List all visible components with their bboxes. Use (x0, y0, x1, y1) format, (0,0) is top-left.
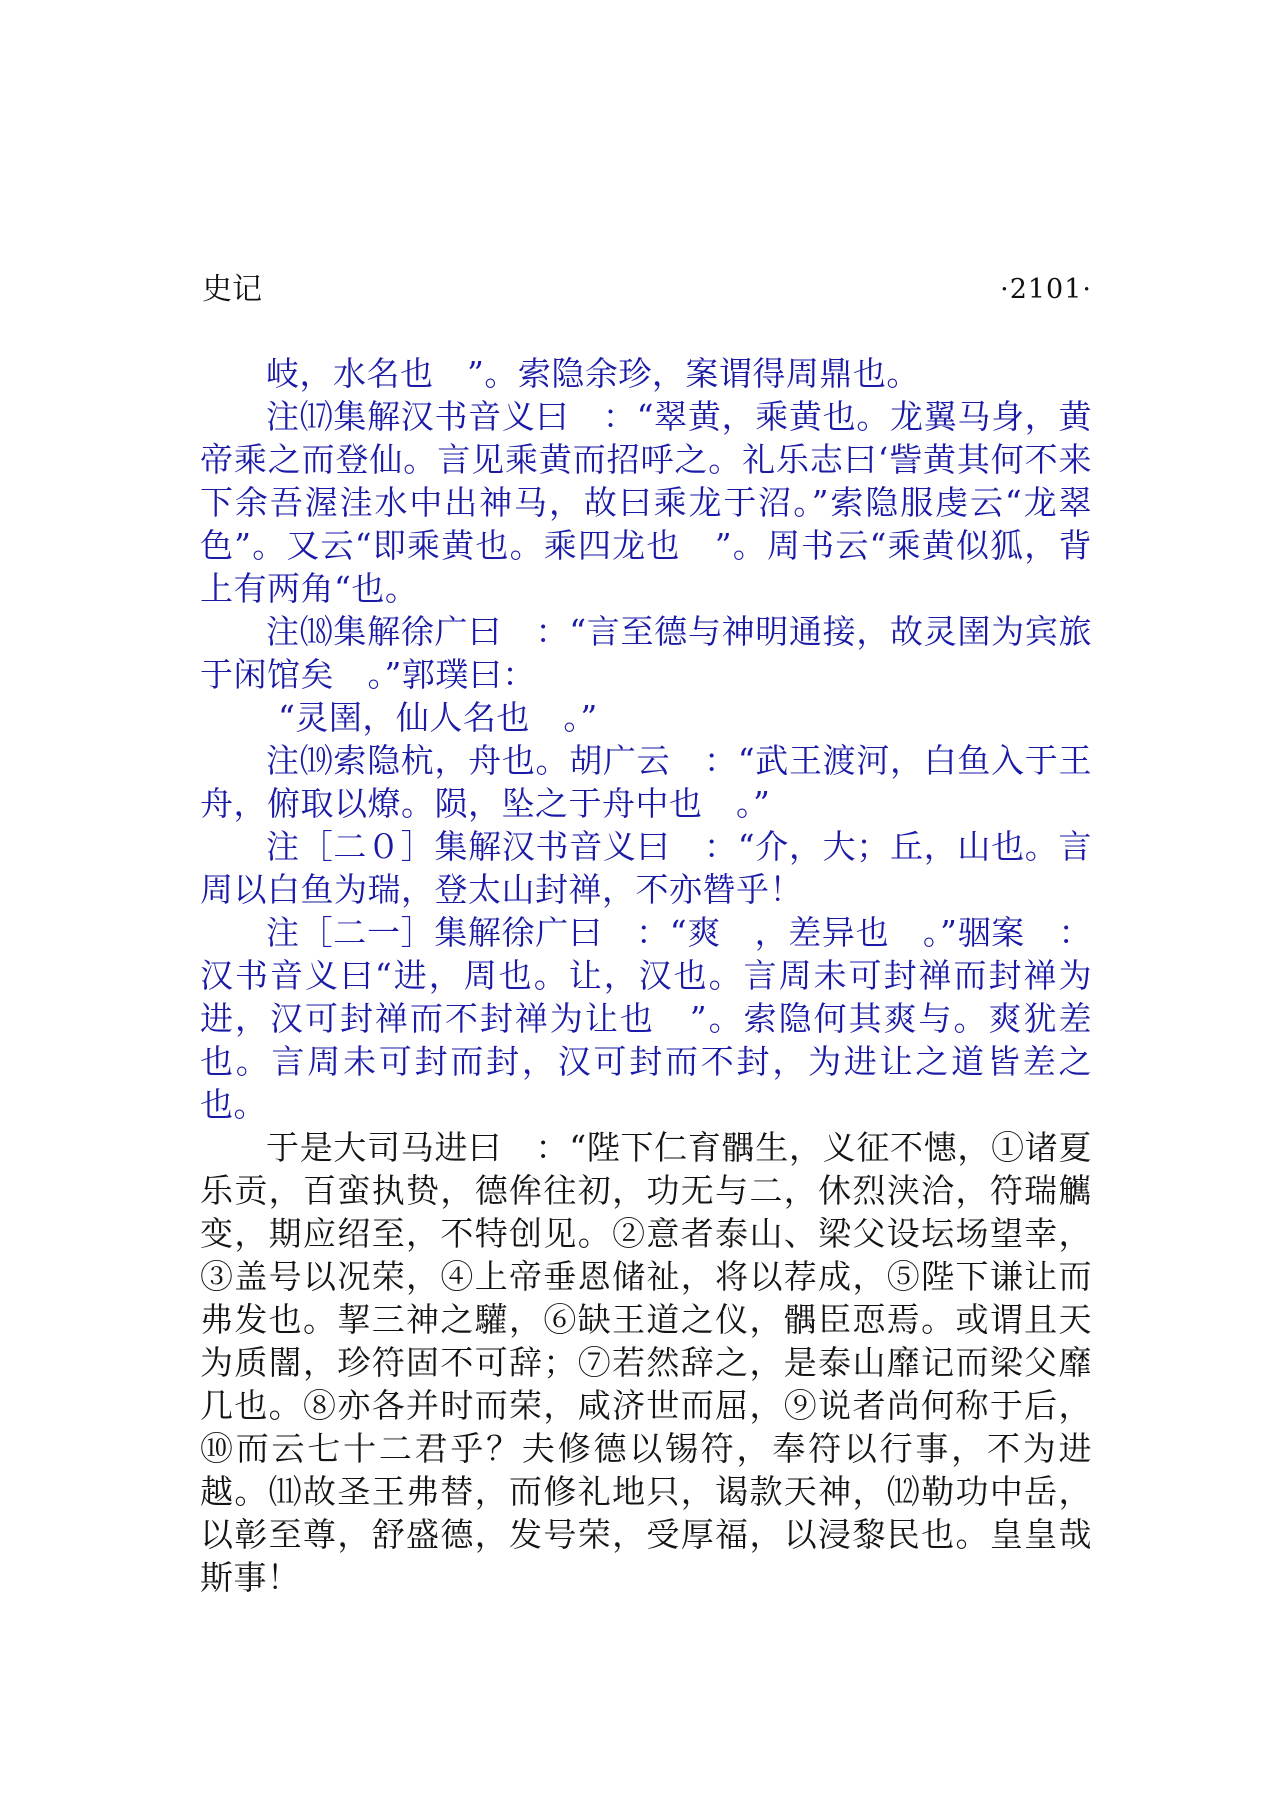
annotation-paragraph: 注⒄集解汉书音义曰 ：“翠黄，乘黄也。龙翼马身，黄帝乘之而登仙。言见乘黄而招呼之。礼乐志曰‘訾黄其何不来下余吾渥洼水中出神马，故曰乘龙于沼。”索隐服虔云“龙翠色”。又云“即乘黄也。乘四龙也 ”。周书云“乘黄似狐，背上有两角“也。 (200, 397, 1092, 608)
book-title: 史记 (202, 272, 262, 307)
annotation-paragraph: 岐，水名也 ”。索隐余珍，案谓得周鼎也。 (266, 354, 920, 393)
annotation-quote: “灵圉，仙人名也 。” (278, 698, 598, 737)
page-number: ·2101· (1000, 274, 1092, 305)
annotation-paragraph: 注［二一］集解徐广曰 ：“爽 ，差异也 。”骃案 ：汉书音义曰“进，周也。让，汉也。言周未可封禅而封禅为进，汉可封禅而不封禅为让也 ”。索隐何其爽与。爽犹差也。言周未可封而封，汉可封而不封，为进让之道皆差之也。 (200, 913, 1092, 1124)
annotation-paragraph: 注⒅集解徐广曰 ：“言至德与神明通接，故灵圉为宾旅于闲馆矣 。”郭璞曰： (200, 612, 1092, 694)
main-text-paragraph: 于是大司马进曰 ：“陛下仁育髃生，义征不憓，①诸夏乐贡，百蛮执贽，德侔往初，功无与二，休烈浃洽，符瑞觽变，期应绍至，不特创见。②意者泰山、梁父设坛场望幸，③盖号以况荣，④上帝垂恩储祉，将以荐成，⑤陛下谦让而弗发也。挈三神之驩，⑥缺王道之仪，髃臣恧焉。或谓且天为质闇，珍符固不可辞；⑦若然辞之，是泰山靡记而梁父靡几也。⑧亦各并时而荣，咸济世而屈，⑨说者尚何称于后，⑩而云七十二君乎？夫修德以锡符，奉符以行事，不为进越。⑾故圣王弗替，而修礼地只，谒款天神，⑿勒功中岳，以彰至尊，舒盛德，发号荣，受厚福，以浸黎民也。皇皇哉斯事！ (200, 1128, 1092, 1597)
body-text (200, 352, 1092, 1599)
annotation-paragraph: 注［二０］集解汉书音义曰 ：“介，大；丘，山也。言周以白鱼为瑞，登太山封禅，不亦㬱乎！ (200, 827, 1092, 909)
annotation-paragraph: 注⒆索隐杭，舟也。胡广云 ：“武王渡河，白鱼入于王舟，俯取以燎。陨，坠之于舟中也 。” (200, 741, 1092, 823)
running-head (202, 268, 1092, 312)
